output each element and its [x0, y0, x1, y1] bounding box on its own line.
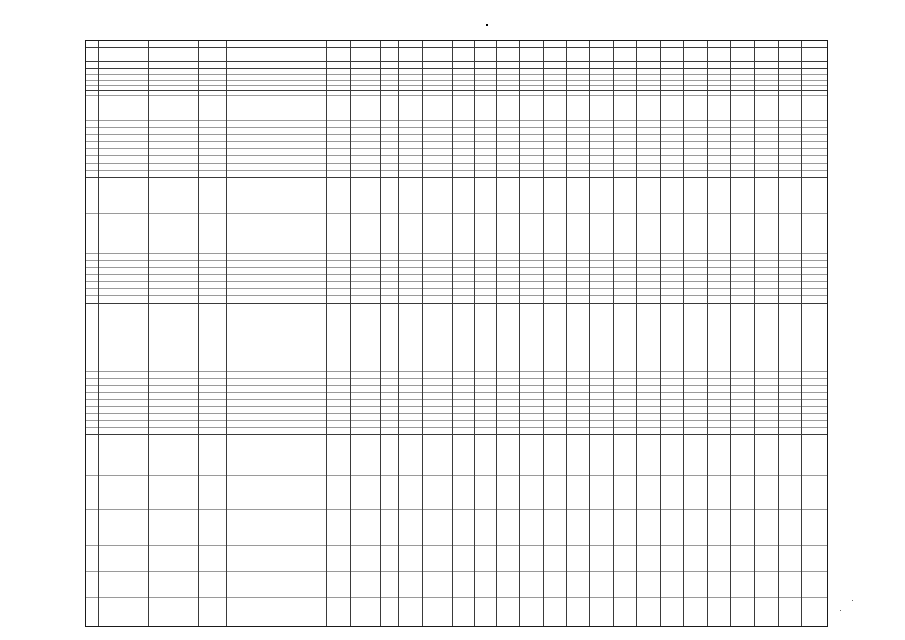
scan-speck [852, 600, 853, 601]
column-line [98, 41, 99, 626]
column-line [452, 41, 453, 626]
page-dot-mark [486, 24, 488, 26]
column-line [326, 41, 327, 626]
column-line [660, 41, 661, 626]
column-line [380, 41, 381, 626]
column-line [801, 41, 802, 626]
data-table [85, 40, 828, 627]
column-line [730, 41, 731, 626]
column-line [474, 41, 475, 626]
column-line [707, 41, 708, 626]
column-line [589, 41, 590, 626]
column-line [519, 41, 520, 626]
scan-speck [840, 610, 841, 611]
column-line [778, 41, 779, 626]
column-line [226, 41, 227, 626]
column-line [636, 41, 637, 626]
column-line [422, 41, 423, 626]
column-line [683, 41, 684, 626]
column-line [148, 41, 149, 626]
column-line [566, 41, 567, 626]
column-line [613, 41, 614, 626]
column-line [198, 41, 199, 626]
column-line [754, 41, 755, 626]
column-line [350, 41, 351, 626]
column-line [496, 41, 497, 626]
column-line [543, 41, 544, 626]
column-line [398, 41, 399, 626]
